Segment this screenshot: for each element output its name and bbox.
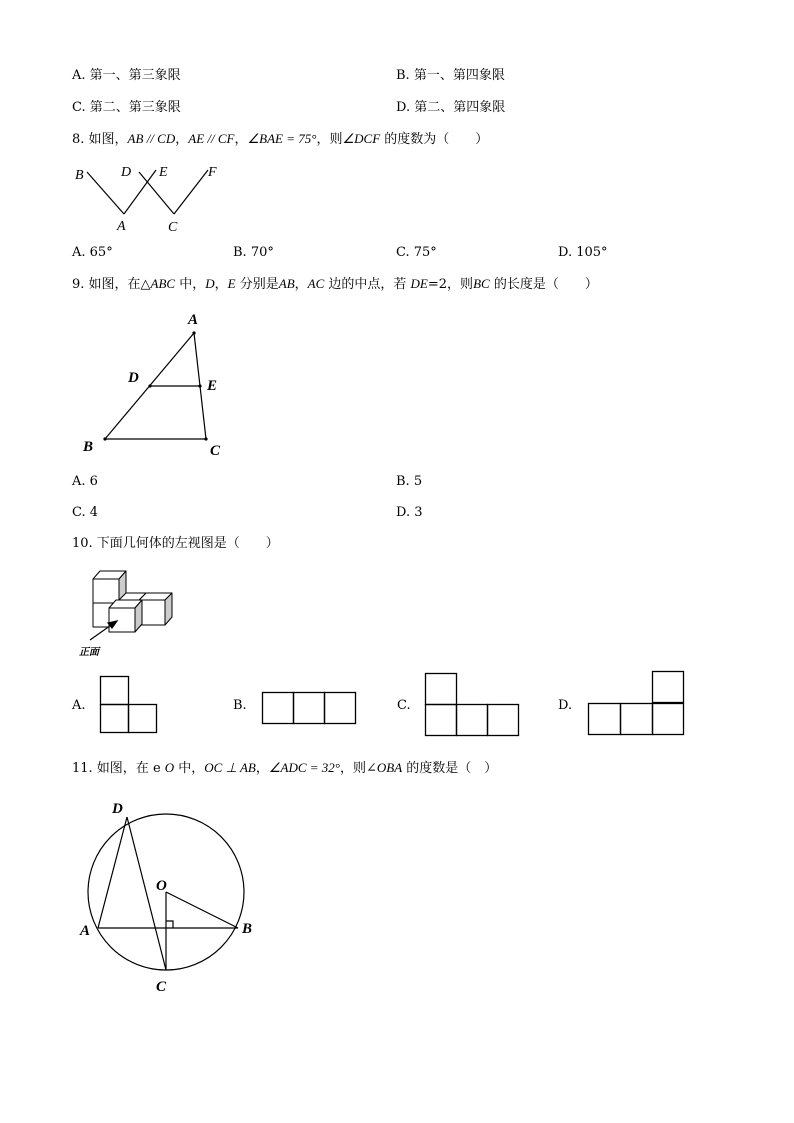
q11-label-a: A [80, 923, 91, 939]
q10-option-c-label: C. [397, 698, 411, 713]
q8-stem: 8. 如图，AB // CD，AE // CF，∠BAE = 75°，则∠DCF 的度数为（ ） [72, 131, 489, 147]
q8-option-d: D. 105° [558, 245, 608, 260]
q9-label-c: C [210, 443, 221, 459]
q8-option-a: A. 65° [72, 245, 113, 260]
q10-option-b-view [262, 692, 358, 726]
q9-figure [78, 305, 238, 465]
q9-label-e: E [207, 378, 218, 394]
q8-option-c: C. 75° [396, 245, 437, 260]
q10-option-c-view [425, 673, 525, 739]
q10-option-b-label: B. [233, 698, 247, 713]
q9-option-b: B. 5 [396, 474, 423, 489]
q10-front-label: 正面 [79, 647, 99, 658]
q9-label-b: B [83, 439, 94, 455]
q11-label-c: C [156, 979, 167, 995]
q8-label-e: E [159, 165, 168, 180]
q8-label-f: F [208, 165, 217, 180]
q10-option-d-label: D. [558, 698, 573, 713]
q10-option-a-label: A. [72, 698, 86, 713]
q11-label-d: D [112, 801, 123, 817]
q7-option-a: A. 第一、第三象限 [72, 68, 181, 83]
q8-label-d: D [121, 165, 132, 180]
q9-stem: 9. 如图，在△ABC 中，D，E 分别是AB，AC 边的中点，若 DE=2，则BC 的长度是（ ） [72, 276, 598, 292]
q8-option-b: B. 70° [233, 245, 274, 260]
q9-label-a: A [188, 312, 199, 328]
q9-option-c: C. 4 [72, 505, 99, 520]
q11-label-b: B [242, 921, 253, 937]
q9-label-d: D [128, 370, 139, 386]
q11-stem: 11. 如图，在 e O 中，OC ⊥ AB，∠ADC = 32°，则∠OBA 的度数是（ ） [72, 760, 498, 776]
q8-label-c: C [168, 220, 178, 235]
q11-label-o: O [156, 878, 167, 894]
q8-figure [70, 158, 230, 238]
q10-solid-figure [76, 566, 186, 661]
q8-label-a: A [117, 219, 126, 234]
q7-option-d: D. 第二、第四象限 [396, 100, 506, 115]
q9-option-a: A. 6 [72, 474, 98, 489]
q8-label-b: B [75, 168, 84, 183]
q10-stem: 10. 下面几何体的左视图是（ ） [72, 536, 279, 551]
q11-figure [74, 795, 274, 1000]
q7-option-c: C. 第二、第三象限 [72, 100, 181, 115]
q9-option-d: D. 3 [396, 505, 423, 520]
q10-option-d-view [588, 671, 688, 737]
q10-option-a-view [100, 676, 160, 736]
q7-option-b: B. 第一、第四象限 [396, 68, 505, 83]
